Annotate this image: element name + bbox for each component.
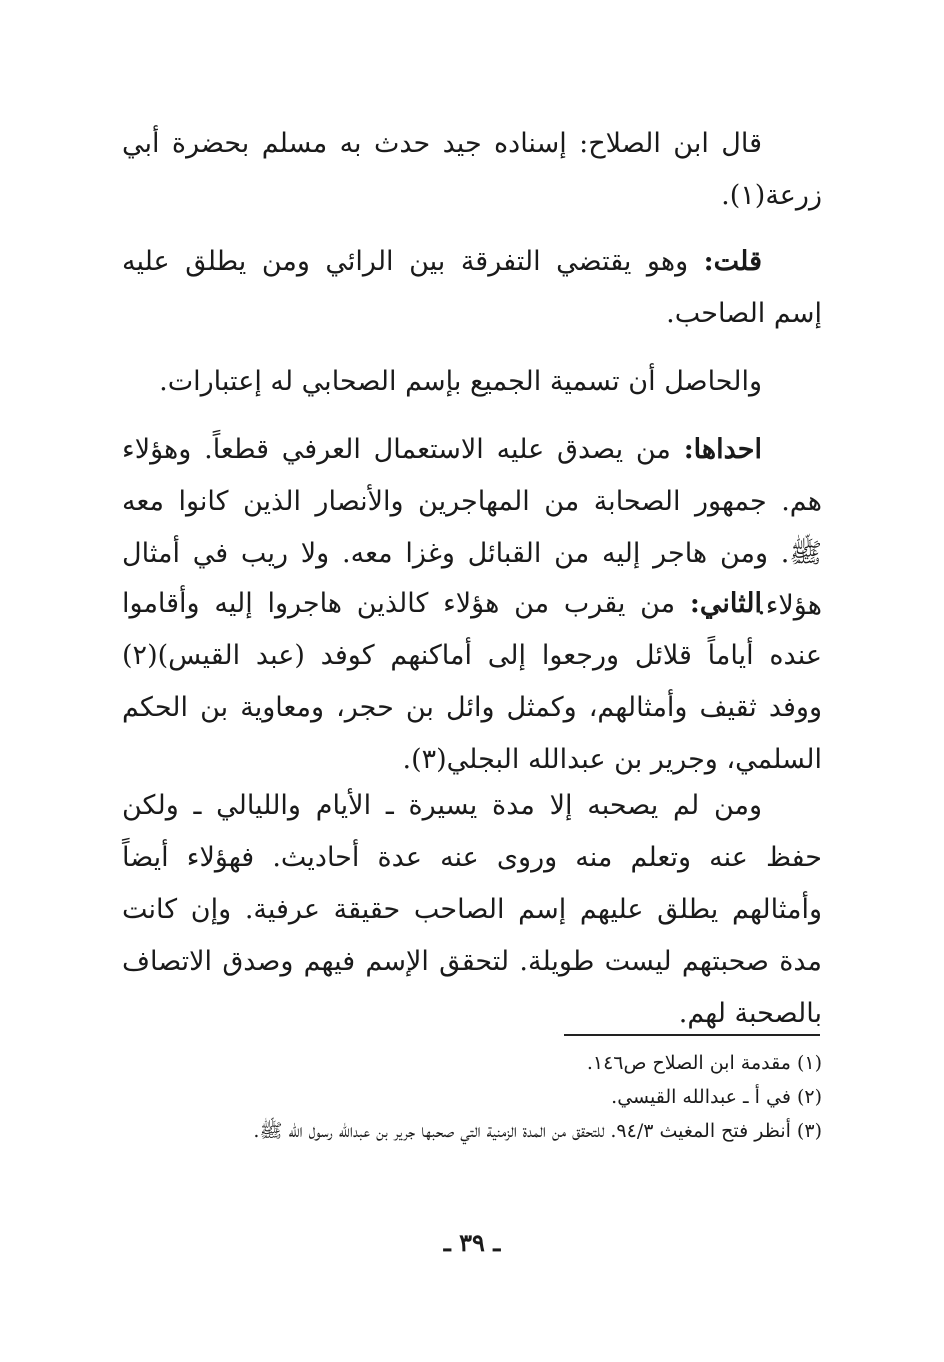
- paragraph-text: وهو يقتضي التفرقة بين الرائي ومن يطلق عليه إسم الصاحب.: [122, 246, 822, 329]
- footnote-3: (٣) أنظر فتح المغيث ٩٤/٣. للتحقق من المدة الزمنية التي صحبها جرير بن عبدالله رسول الله ﷺ.: [253, 1120, 822, 1142]
- paragraph-text: من يصدق عليه الاستعمال العرفي قطعاً. وهؤلاء هم. جمهور الصحابة من المهاجرين والأنصار الذين كانوا معه ﷺ. ومن هاجر إليه من القبائل وغزا معه. ولا ريب في أمثال هؤلاء.: [122, 434, 822, 621]
- paragraph-summary: [122, 356, 822, 408]
- paragraph-second-consideration: [122, 578, 822, 786]
- paragraph-short-companionship: [122, 780, 822, 1040]
- footnote-2: (٢) في أ ـ عبدالله القيسي.: [611, 1086, 822, 1108]
- page-number: ـ ٣٩ ـ: [443, 1228, 501, 1257]
- paragraph-lead: احداها:: [683, 434, 762, 465]
- paragraph-qultu: [122, 236, 822, 340]
- paragraph-text: من يقرب من هؤلاء كالذين هاجروا إليه وأقاموا عنده أياماً قلائل ورجعوا إلى أماكنهم كوفد (عبد القيس)(٢) ووفد ثقيف وأمثالهم، وكمثل وائل بن حجر، ومعاوية بن الحكم السلمي، وجرير بن عبدالله البجلي(٣).: [122, 588, 822, 775]
- paragraph-ibn-salah: [122, 118, 822, 222]
- footnote-1: (١) مقدمة ابن الصلاح ص١٤٦.: [586, 1052, 822, 1074]
- paragraph-text: والحاصل أن تسمية الجميع بإسم الصحابي له إعتبارات.: [159, 366, 762, 397]
- footnote-divider: [564, 1034, 820, 1036]
- footnotes: [122, 1046, 822, 1148]
- paragraph-lead: قلت:: [703, 246, 762, 277]
- paragraph-lead: الثاني:: [689, 588, 762, 619]
- paragraph-text: قال ابن الصلاح: إسناده جيد حدث به مسلم بحضرة أبي زرعة(١).: [122, 128, 822, 211]
- paragraph-text: ومن لم يصحبه إلا مدة يسيرة ـ الأيام والليالي ـ ولكن حفظ عنه وتعلم منه وروى عنه عدة أحاديث. فهؤلاء أيضاً وأمثالهم يطلق عليهم إسم الصاحب حقيقة عرفية. وإن كانت مدة صحبتهم ليست طويلة. لتحقق الإسم فيهم وصدق الاتصاف بالصحبة لهم.: [122, 790, 822, 1029]
